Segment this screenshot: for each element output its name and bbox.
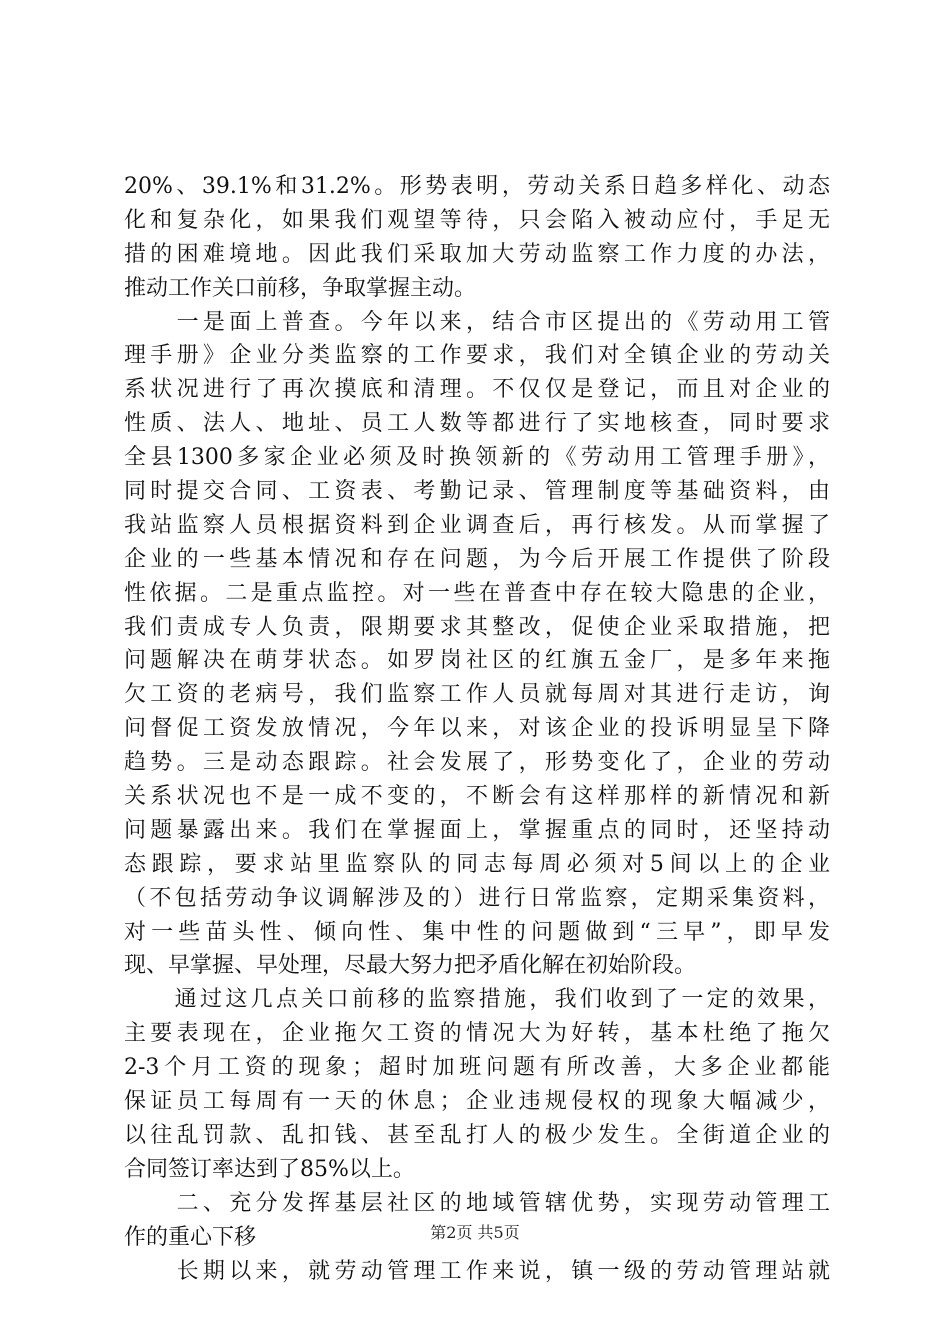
text-line: 通过这几点关口前移的监察措施，我们收到了一定的效果， xyxy=(124,987,830,1013)
text-line: 化和复杂化，如果我们观望等待，只会陷入被动应付，手足无 xyxy=(124,207,830,233)
text-line: 问督促工资发放情况，今年以来，对该企业的投诉明显呈下降 xyxy=(124,716,830,742)
document-body xyxy=(124,170,830,1288)
text-line: 企业的一些基本情况和存在问题，为今后开展工作提供了阶段 xyxy=(124,546,830,572)
text-line: 合同签订率达到了85%以上。 xyxy=(124,1156,415,1182)
text-line: 一是面上普查。今年以来，结合市区提出的《劳动用工管 xyxy=(124,309,830,335)
text-line: 性质、法人、地址、员工人数等都进行了实地核查，同时要求 xyxy=(124,411,830,437)
text-line: 长期以来，就劳动管理工作来说，镇一级的劳动管理站就 xyxy=(124,1258,830,1284)
text-line: 欠工资的老病号，我们监察工作人员就每周对其进行走访，询 xyxy=(124,682,830,708)
section-heading-line: 二、充分发挥基层社区的地域管辖优势，实现劳动管理工 xyxy=(124,1190,830,1216)
text-line: 同时提交合同、工资表、考勤记录、管理制度等基础资料，由 xyxy=(124,479,830,505)
text-line: 我们责成专人负责，限期要求其整改，促使企业采取措施，把 xyxy=(124,614,830,640)
text-line: 理手册》企业分类监察的工作要求，我们对全镇企业的劳动关 xyxy=(124,343,830,369)
text-line: 问题暴露出来。我们在掌握面上，掌握重点的同时，还坚持动 xyxy=(124,817,830,843)
text-line: 措的困难境地。因此我们采取加大劳动监察工作力度的办法， xyxy=(124,241,830,267)
text-line: 以往乱罚款、乱扣钱、甚至乱打人的极少发生。全街道企业的 xyxy=(124,1122,830,1148)
text-line: 现、早掌握、早处理，尽最大努力把矛盾化解在初始阶段。 xyxy=(124,953,697,979)
text-line: 问题解决在萌芽状态。如罗岗社区的红旗五金厂，是多年来拖 xyxy=(124,648,830,674)
text-line: 2-3个月工资的现象；超时加班问题有所改善，大多企业都能 xyxy=(124,1055,830,1081)
text-line: 关系状况也不是一成不变的，不断会有这样那样的新情况和新 xyxy=(124,784,830,810)
text-line: 对一些苗头性、倾向性、集中性的问题做到“三早”，即早发 xyxy=(124,919,830,945)
text-line: 主要表现在，企业拖欠工资的情况大为好转，基本杜绝了拖欠 xyxy=(124,1021,830,1047)
text-line: 全县1300多家企业必须及时换领新的《劳动用工管理手册》， xyxy=(124,445,830,471)
text-line: 我站监察人员根据资料到企业调查后，再行核发。从而掌握了 xyxy=(124,512,830,538)
text-line: 系状况进行了再次摸底和清理。不仅仅是登记，而且对企业的 xyxy=(124,377,830,403)
text-line: 性依据。二是重点监控。对一些在普查中存在较大隐患的企业， xyxy=(124,580,830,606)
text-line: （不包括劳动争议调解涉及的）进行日常监察，定期采集资料， xyxy=(124,885,830,911)
text-line: 保证员工每周有一天的休息；企业违规侵权的现象大幅减少， xyxy=(124,1089,830,1115)
text-line: 趋势。三是动态跟踪。社会发展了，形势变化了，企业的劳动 xyxy=(124,750,830,776)
section-heading-line: 作的重心下移 xyxy=(124,1224,257,1250)
text-line: 态跟踪，要求站里监察队的同志每周必须对5间以上的企业 xyxy=(124,851,830,877)
page-number-footer: 第2页 共5页 xyxy=(430,1223,520,1242)
text-line: 20%、39.1%和31.2%。形势表明，劳动关系日趋多样化、动态 xyxy=(124,174,830,199)
text-line: 推动工作关口前移，争取掌握主动。 xyxy=(124,275,477,301)
